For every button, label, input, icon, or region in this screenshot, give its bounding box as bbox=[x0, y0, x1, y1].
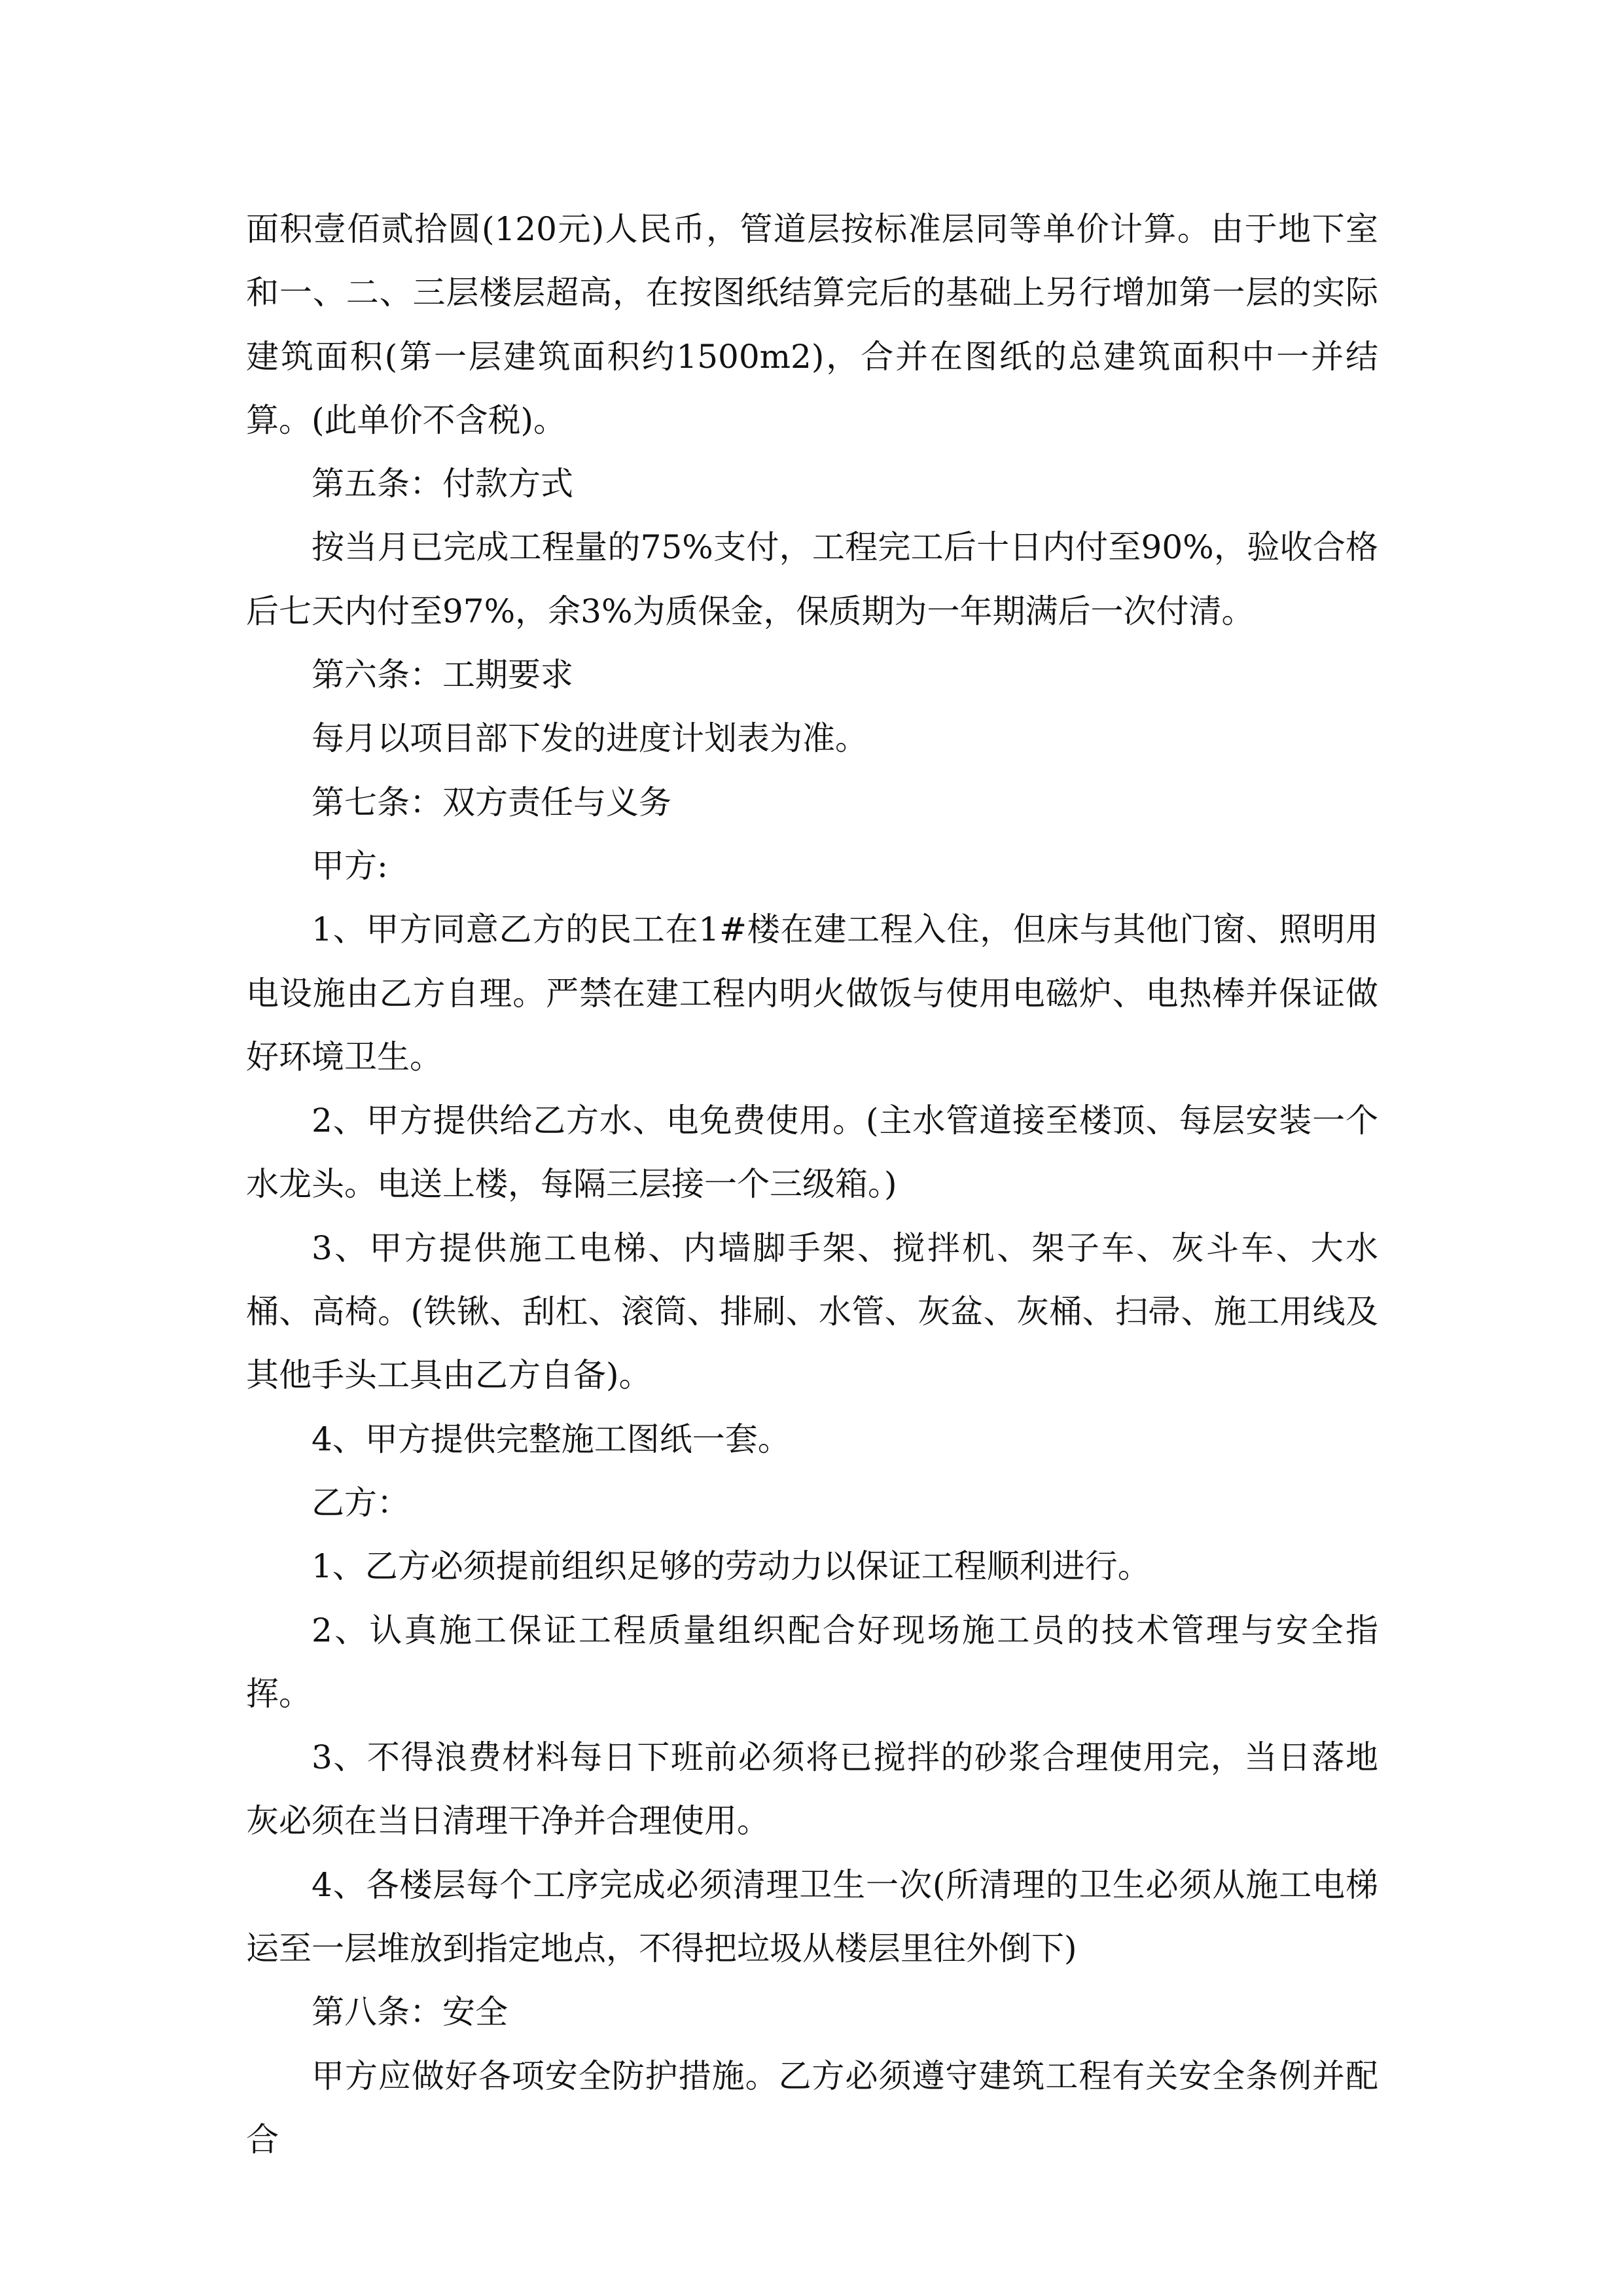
paragraph-party-a-item-3: 3、甲方提供施工电梯、内墙脚手架、搅拌机、架子车、灰斗车、大水桶、高椅。(铁锹、刮杠、滚筒、排刷、水管、灰盆、灰桶、扫帚、施工用线及其他手头工具由乙方自备)。 bbox=[246, 1229, 1378, 1395]
heading-party-a: 甲方: bbox=[312, 846, 388, 885]
paragraph-party-a-item-1: 1、甲方同意乙方的民工在1#楼在建工程入住，但床与其他门窗、照明用电设施由乙方自理。严禁在建工程内明火做饭与使用电磁炉、电热棒并保证做好环境卫生。 bbox=[246, 910, 1378, 1076]
paragraph-party-b-item-4: 4、各楼层每个工序完成必须清理卫生一次(所清理的卫生必须从施工电梯运至一层堆放到指定地点，不得把垃圾从楼层里往外倒下) bbox=[246, 1865, 1378, 1968]
paragraph-payment-terms: 按当月已完成工程量的75%支付，工程完工后十日内付至90%，验收合格后七天内付至97%，余3%为质保金，保质期为一年期满后一次付清。 bbox=[246, 528, 1378, 630]
heading-party-b: 乙方： bbox=[312, 1483, 410, 1522]
paragraph-party-a-item-4: 4、甲方提供完整施工图纸一套。 bbox=[312, 1420, 791, 1458]
paragraph-party-b-item-1: 1、乙方必须提前组织足够的劳动力以保证工程顺利进行。 bbox=[312, 1547, 1150, 1586]
heading-article-5-payment: 第五条：付款方式 bbox=[312, 465, 573, 503]
paragraph-party-a-item-2: 2、甲方提供给乙方水、电免费使用。(主水管道接至楼顶、每层安装一个水龙头。电送上楼，每隔三层接一个三级箱。) bbox=[246, 1102, 1378, 1204]
heading-article-8-safety: 第八条：安全 bbox=[312, 1993, 508, 2032]
heading-article-6-schedule: 第六条：工期要求 bbox=[312, 656, 573, 694]
paragraph-party-b-item-3: 3、不得浪费材料每日下班前必须将已搅拌的砂浆合理使用完，当日落地灰必须在当日清理干净并合理使用。 bbox=[246, 1738, 1378, 1840]
document-body bbox=[246, 198, 1378, 2172]
paragraph-schedule: 每月以项目部下发的进度计划表为准。 bbox=[312, 719, 868, 758]
heading-article-7-responsibilities: 第七条：双方责任与义务 bbox=[312, 783, 671, 821]
paragraph-safety: 甲方应做好各项安全防护措施。乙方必须遵守建筑工程有关安全条例并配合 bbox=[246, 2056, 1378, 2159]
paragraph-party-b-item-2: 2、认真施工保证工程质量组织配合好现场施工员的技术管理与安全指挥。 bbox=[246, 1611, 1378, 1713]
paragraph-unit-price-continuation: 面积壹佰贰拾圆(120元)人民币，管道层按标准层同等单价计算。由于地下室和一、二、三层楼层超高，在按图纸结算完后的基础上另行增加第一层的实际建筑面积(第一层建筑面积约1500m2)，合并在图纸的总建筑面积中一并结算。(此单价不含税)。 bbox=[246, 210, 1378, 439]
